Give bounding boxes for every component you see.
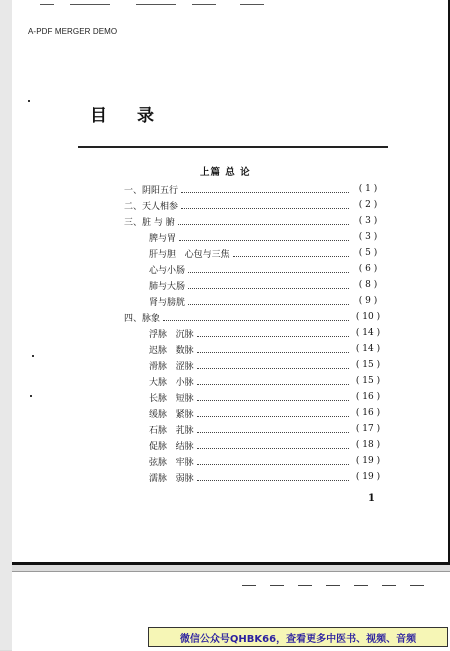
toc-leader-dots: [181, 185, 349, 193]
toc-leader-dots: [163, 313, 349, 321]
toc-entry-page: ( 19 ): [355, 456, 381, 466]
toc-entry-page: ( 2 ): [358, 200, 378, 210]
toc-entry[interactable]: [124, 182, 384, 196]
toc-entry-page: ( 8 ): [358, 280, 378, 290]
toc-leader-dots: [197, 441, 349, 449]
toc-entry-label: 心与小肠: [149, 265, 186, 276]
toc-entry-page: ( 18 ): [355, 440, 381, 450]
toc-entry[interactable]: [149, 326, 384, 340]
toc-entry-label: 肝与胆 心包与三焦: [149, 249, 230, 260]
page-number: 1: [368, 493, 375, 504]
document-page: [12, 0, 450, 565]
toc-entry-label: 缓脉 紧脉: [149, 409, 194, 420]
toc-entry-label: 大脉 小脉: [149, 377, 194, 388]
toc-entry[interactable]: [149, 422, 384, 436]
promo-banner[interactable]: 微信公众号QHBK66，查看更多中医书、视频、音频: [148, 627, 448, 647]
margin-mark: [30, 395, 32, 397]
toc-leader-dots: [197, 329, 349, 337]
toc-entry-label: 长脉 短脉: [149, 393, 194, 404]
toc-leader-dots: [197, 425, 349, 433]
section-heading: 上篇 总 论: [200, 167, 251, 178]
toc-entry-label: 濡脉 弱脉: [149, 473, 194, 484]
toc-leader-dots: [197, 473, 349, 481]
toc-leader-dots: [181, 201, 349, 209]
toc-entry[interactable]: [149, 294, 384, 308]
toc-entry-page: ( 16 ): [355, 392, 381, 402]
toc-entry-label: 肺与大肠: [149, 281, 186, 292]
toc-entry-label: 肾与膀胱: [149, 297, 186, 308]
toc-leader-dots: [197, 393, 349, 401]
toc-entry-label: 石脉 芤脉: [149, 425, 194, 436]
toc-entry[interactable]: [124, 310, 384, 324]
toc-leader-dots: [197, 457, 349, 465]
toc-leader-dots: [188, 297, 349, 305]
toc-entry-page: ( 14 ): [355, 344, 381, 354]
page-title: 目录: [90, 106, 184, 126]
toc-leader-dots: [188, 265, 349, 273]
toc-entry-page: ( 14 ): [355, 328, 381, 338]
toc-entry-page: ( 15 ): [355, 360, 381, 370]
toc-entry-label: 迟脉 数脉: [149, 345, 194, 356]
toc-entry-page: ( 3 ): [358, 232, 378, 242]
toc-entry[interactable]: [149, 342, 384, 356]
toc-entry-page: ( 9 ): [358, 296, 378, 306]
toc-entry[interactable]: [149, 246, 384, 260]
toc-entry-page: ( 3 ): [358, 216, 378, 226]
toc-leader-dots: [197, 409, 349, 417]
toc-entry[interactable]: [149, 406, 384, 420]
toc-entry-label: 二、天人相参: [124, 201, 179, 212]
toc-entry-label: 浮脉 沉脉: [149, 329, 194, 340]
toc-entry-label: 三、脏 与 腑: [124, 217, 175, 228]
toc-entry-page: ( 15 ): [355, 376, 381, 386]
toc-entry[interactable]: [149, 470, 384, 484]
toc-entry-page: ( 19 ): [355, 472, 381, 482]
toc-leader-dots: [178, 217, 349, 225]
toc-entry-page: ( 5 ): [358, 248, 378, 258]
margin-mark: [28, 100, 30, 102]
toc-entry-label: 脾与胃: [149, 233, 177, 244]
bottom-scan-dashes: [242, 584, 442, 588]
toc-entry[interactable]: [149, 278, 384, 292]
toc-leader-dots: [233, 249, 349, 257]
toc-leader-dots: [197, 361, 349, 369]
toc-entry-page: ( 17 ): [355, 424, 381, 434]
toc-entry-label: 四、脉象: [124, 313, 161, 324]
top-scan-dashes: [40, 0, 300, 10]
toc-entry[interactable]: [149, 358, 384, 372]
toc-entry-page: ( 1 ): [358, 184, 378, 194]
toc-entry[interactable]: [149, 454, 384, 468]
margin-mark: [32, 355, 34, 357]
toc-entry[interactable]: [149, 374, 384, 388]
viewer-left-edge: [0, 0, 12, 650]
toc-entry-label: 弦脉 牢脉: [149, 457, 194, 468]
toc-entry[interactable]: [124, 198, 384, 212]
toc-entry-label: 滑脉 涩脉: [149, 361, 194, 372]
watermark-text: A-PDF MERGER DEMO: [28, 27, 118, 36]
toc-leader-dots: [188, 281, 349, 289]
toc-entry-page: ( 6 ): [358, 264, 378, 274]
toc-entry-label: 一、阴阳五行: [124, 185, 179, 196]
toc-entry-label: 促脉 结脉: [149, 441, 194, 452]
toc-entry-page: ( 16 ): [355, 408, 381, 418]
toc-entry[interactable]: [149, 230, 384, 244]
toc-leader-dots: [197, 345, 349, 353]
toc-entry[interactable]: [124, 214, 384, 228]
title-rule: [78, 146, 388, 148]
toc-leader-dots: [197, 377, 349, 385]
toc-entry[interactable]: [149, 262, 384, 276]
toc-leader-dots: [179, 233, 349, 241]
toc-entry[interactable]: [149, 438, 384, 452]
toc-entry[interactable]: [149, 390, 384, 404]
toc-entry-page: ( 10 ): [355, 312, 381, 322]
